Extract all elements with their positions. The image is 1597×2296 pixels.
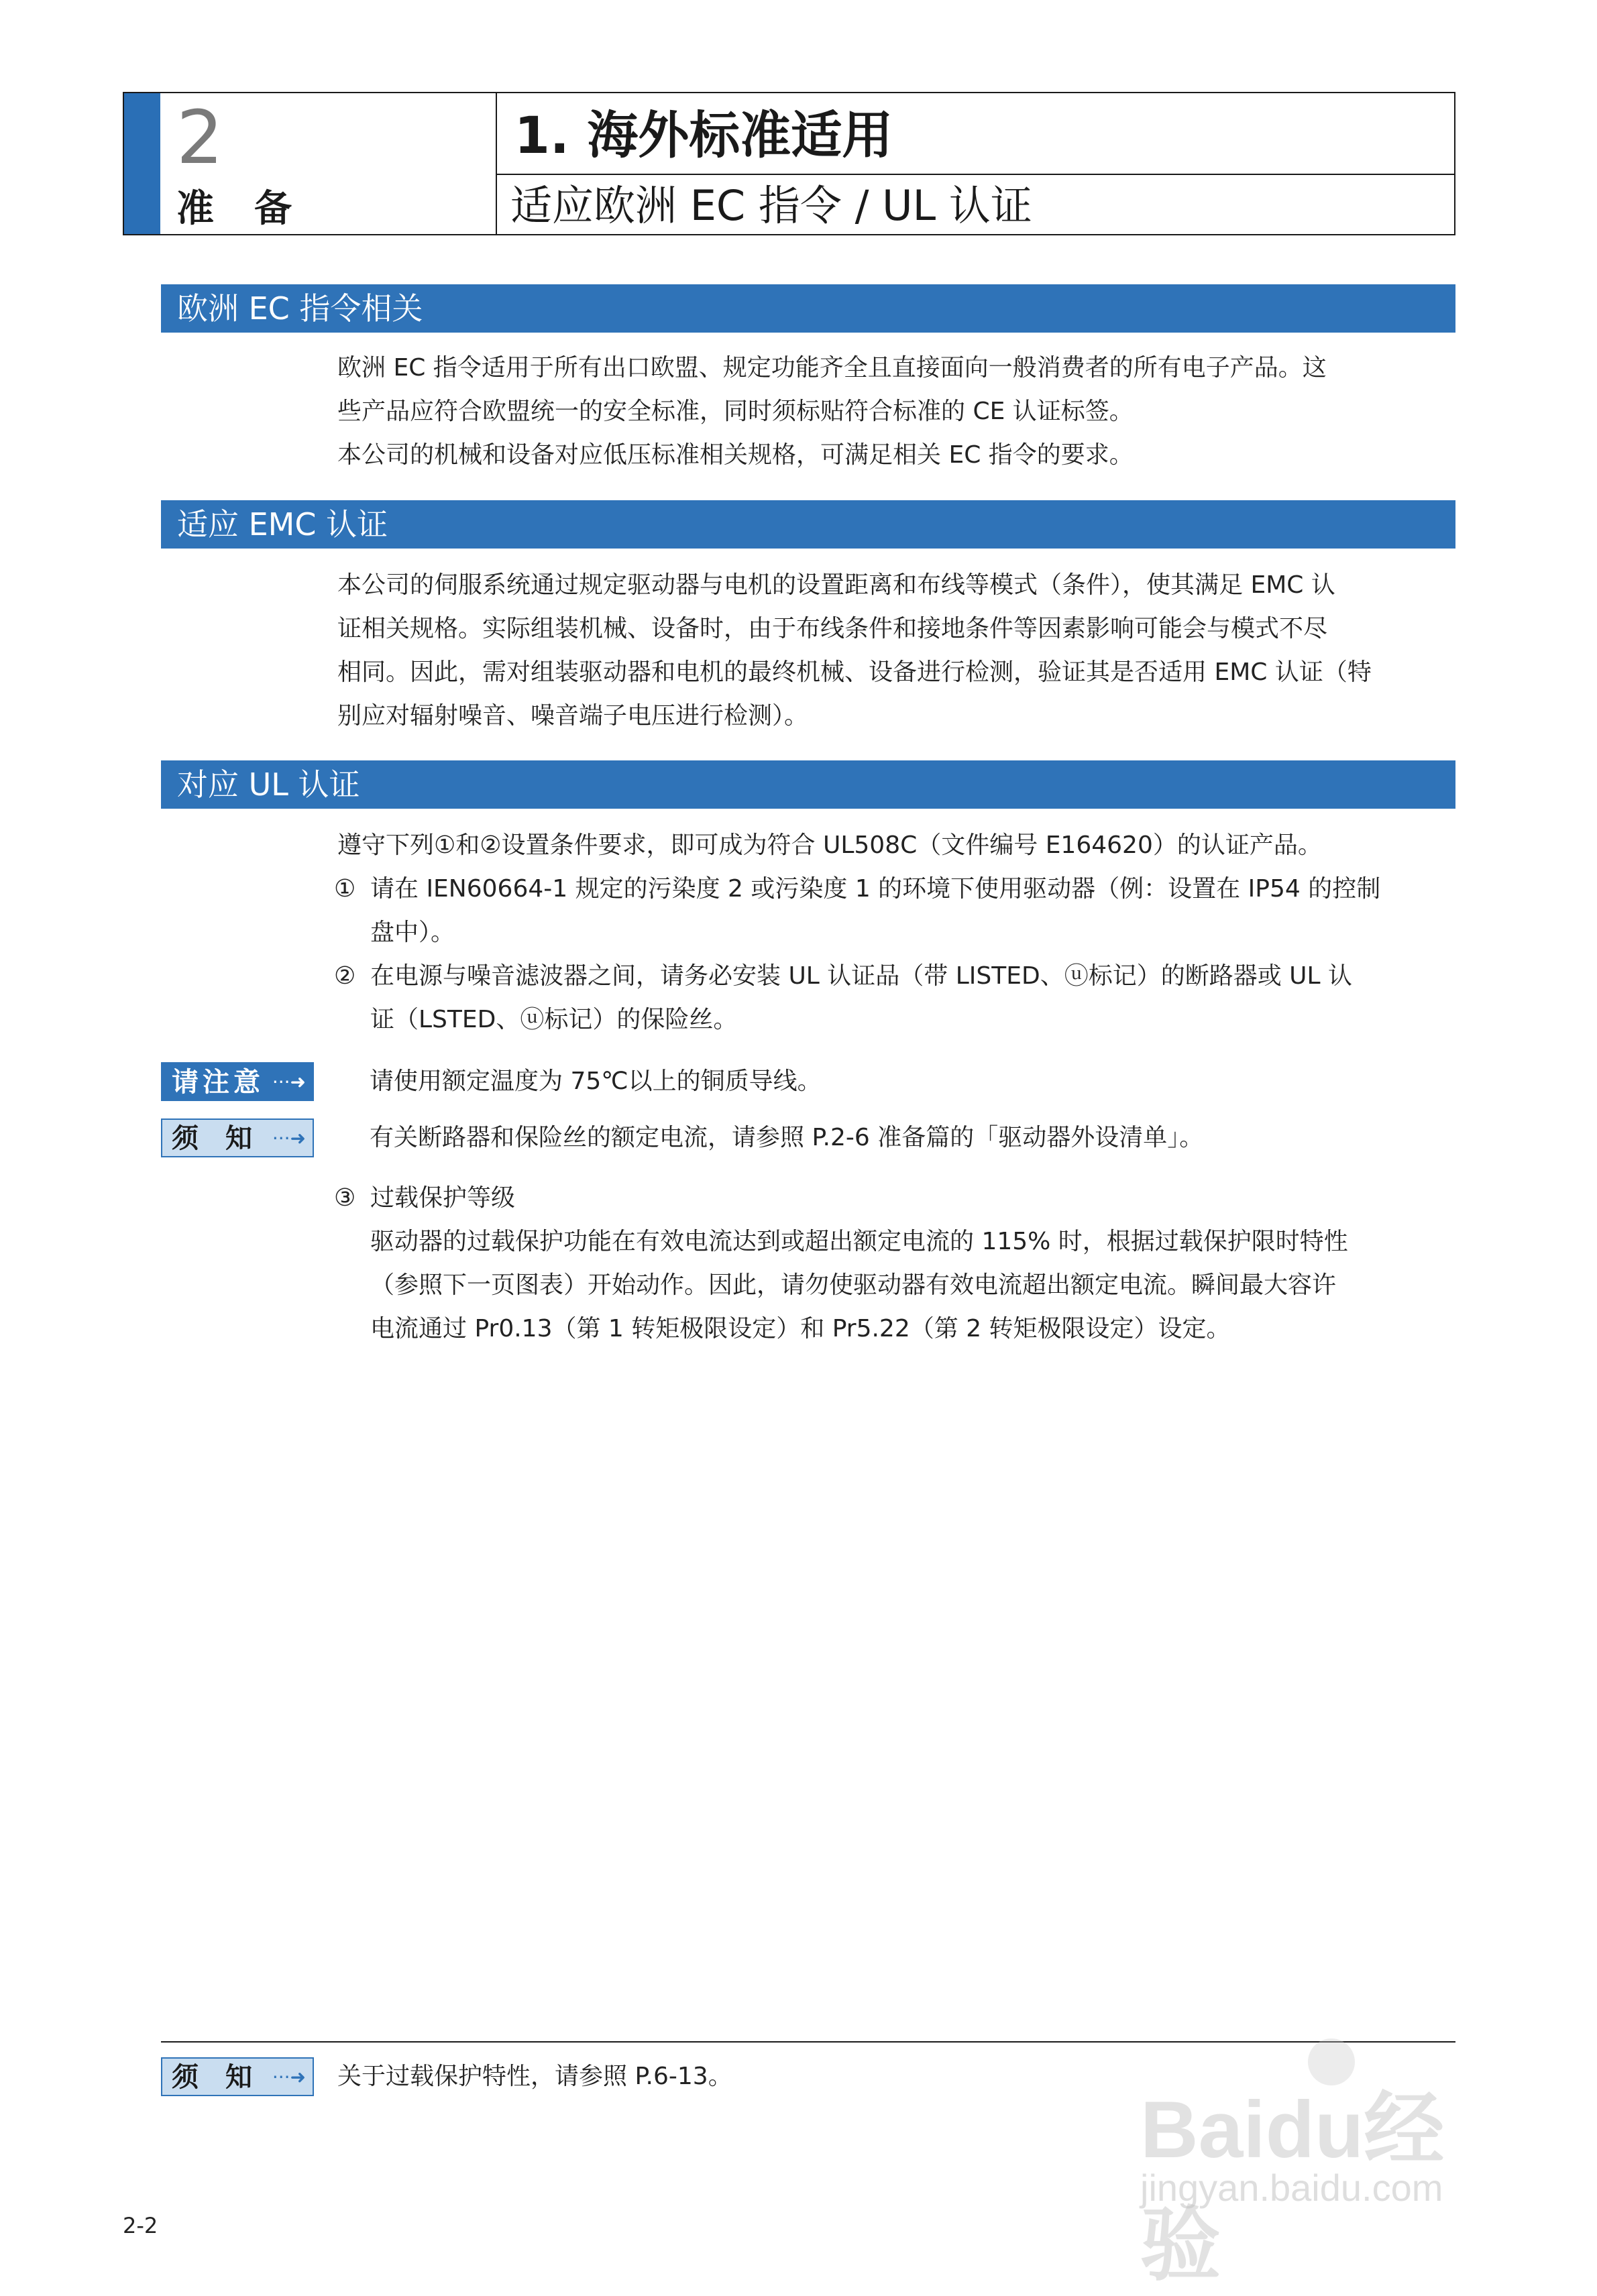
text-line: 欧洲 EC 指令适用于所有出口欧盟、规定功能齐全且直接面向一般消费者的所有电子产品。这 bbox=[337, 354, 1327, 382]
baidu-watermark bbox=[1140, 2039, 1516, 2290]
ul-intro: 遵守下列①和②设置条件要求，即可成为符合 UL508C（文件编号 E164620）的认证产品。 bbox=[337, 831, 1322, 859]
list-item-title: 过载保护等级 bbox=[370, 1184, 516, 1212]
chapter-color-bar bbox=[124, 93, 160, 234]
info-badge bbox=[161, 1118, 314, 1157]
caution-text: 请使用额定温度为 75℃以上的铜质导线。 bbox=[370, 1068, 822, 1095]
ec-paragraph bbox=[337, 346, 1455, 477]
text-line: 驱动器的过载保护功能在有效电流达到或超出额定电流的 115% 时，根据过载保护限时特性 bbox=[370, 1228, 1348, 1255]
text-line: 证（LSTED、ⓤ标记）的保险丝。 bbox=[370, 1006, 738, 1033]
footer-info-badge bbox=[161, 2057, 314, 2096]
section-heading-ul: 对应 UL 认证 bbox=[161, 760, 1455, 809]
watermark-brand: Baidu经验 bbox=[1140, 2085, 1445, 2290]
watermark-site: jingyan.baidu.com bbox=[1140, 2167, 1443, 2209]
list-item bbox=[334, 954, 1455, 1041]
text-line: 别应对辐射噪音、噪音端子电压进行检测）。 bbox=[337, 702, 809, 730]
arrow-dots-icon: ···➜ bbox=[272, 2066, 306, 2088]
text-line: 相同。因此，需对组装驱动器和电机的最终机械、设备进行检测，验证其是否适用 EMC 认证（特 bbox=[337, 658, 1372, 686]
header-divider-vertical bbox=[496, 93, 497, 234]
arrow-dots-icon: ···➜ bbox=[272, 1071, 306, 1093]
header-divider-horizontal bbox=[496, 174, 1454, 175]
list-item bbox=[334, 1176, 1455, 1351]
caution-label: 请注意 bbox=[172, 1067, 264, 1098]
emc-paragraph bbox=[337, 563, 1455, 738]
list-item-number: ③ bbox=[334, 1184, 356, 1212]
text-line: 电流通过 Pr0.13（第 1 转矩极限设定）和 Pr5.22（第 2 转矩极限设定）设定。 bbox=[370, 1315, 1231, 1342]
caution-badge bbox=[161, 1062, 314, 1101]
text-line: 些产品应符合欧盟统一的安全标准，同时须标贴符合标准的 CE 认证标签。 bbox=[337, 398, 1134, 425]
info-text: 有关断路器和保险丝的额定电流，请参照 P.2-6 准备篇的「驱动器外设清单」。 bbox=[370, 1124, 1204, 1151]
info-label: 须知 bbox=[172, 2062, 279, 2093]
text-line: 本公司的机械和设备对应低压标准相关规格，可满足相关 EC 指令的要求。 bbox=[337, 441, 1134, 469]
arrow-dots-icon: ···➜ bbox=[272, 1127, 306, 1149]
page-title: 1. 海外标准适用 bbox=[514, 105, 893, 165]
footer-info-text: 关于过载保护特性，请参照 P.6-13。 bbox=[337, 2063, 732, 2090]
list-item-number: ② bbox=[334, 962, 356, 990]
list-item bbox=[334, 867, 1455, 954]
text-line: 盘中）。 bbox=[370, 919, 455, 946]
section-heading-emc: 适应 EMC 认证 bbox=[161, 500, 1455, 549]
page-number: 2-2 bbox=[123, 2213, 158, 2238]
text-line: 证相关规格。实际组装机械、设备时，由于布线条件和接地条件等因素影响可能会与模式不尽 bbox=[337, 615, 1328, 642]
section-heading-ec: 欧洲 EC 指令相关 bbox=[161, 284, 1455, 333]
chapter-name: 准备 bbox=[176, 187, 332, 231]
chapter-number: 2 bbox=[176, 95, 223, 180]
text-line: 请在 IEN60664-1 规定的污染度 2 或污染度 1 的环境下使用驱动器（例：设置在 IP54 的控制 bbox=[370, 875, 1381, 903]
info-label: 须知 bbox=[172, 1123, 279, 1154]
text-line: 在电源与噪音滤波器之间，请务必安装 UL 认证品（带 LISTED、ⓤ标记）的断路器或 UL 认 bbox=[370, 962, 1353, 990]
list-item-number: ① bbox=[334, 875, 356, 903]
chapter-header bbox=[123, 92, 1455, 235]
page-subtitle: 适应欧洲 EC 指令 / UL 认证 bbox=[510, 181, 1032, 230]
text-line: （参照下一页图表）开始动作。因此，请勿使驱动器有效电流超出额定电流。瞬间最大容许 bbox=[370, 1271, 1337, 1299]
text-line: 本公司的伺服系统通过规定驱动器与电机的设置距离和布线等模式（条件），使其满足 EMC 认 bbox=[337, 571, 1335, 599]
